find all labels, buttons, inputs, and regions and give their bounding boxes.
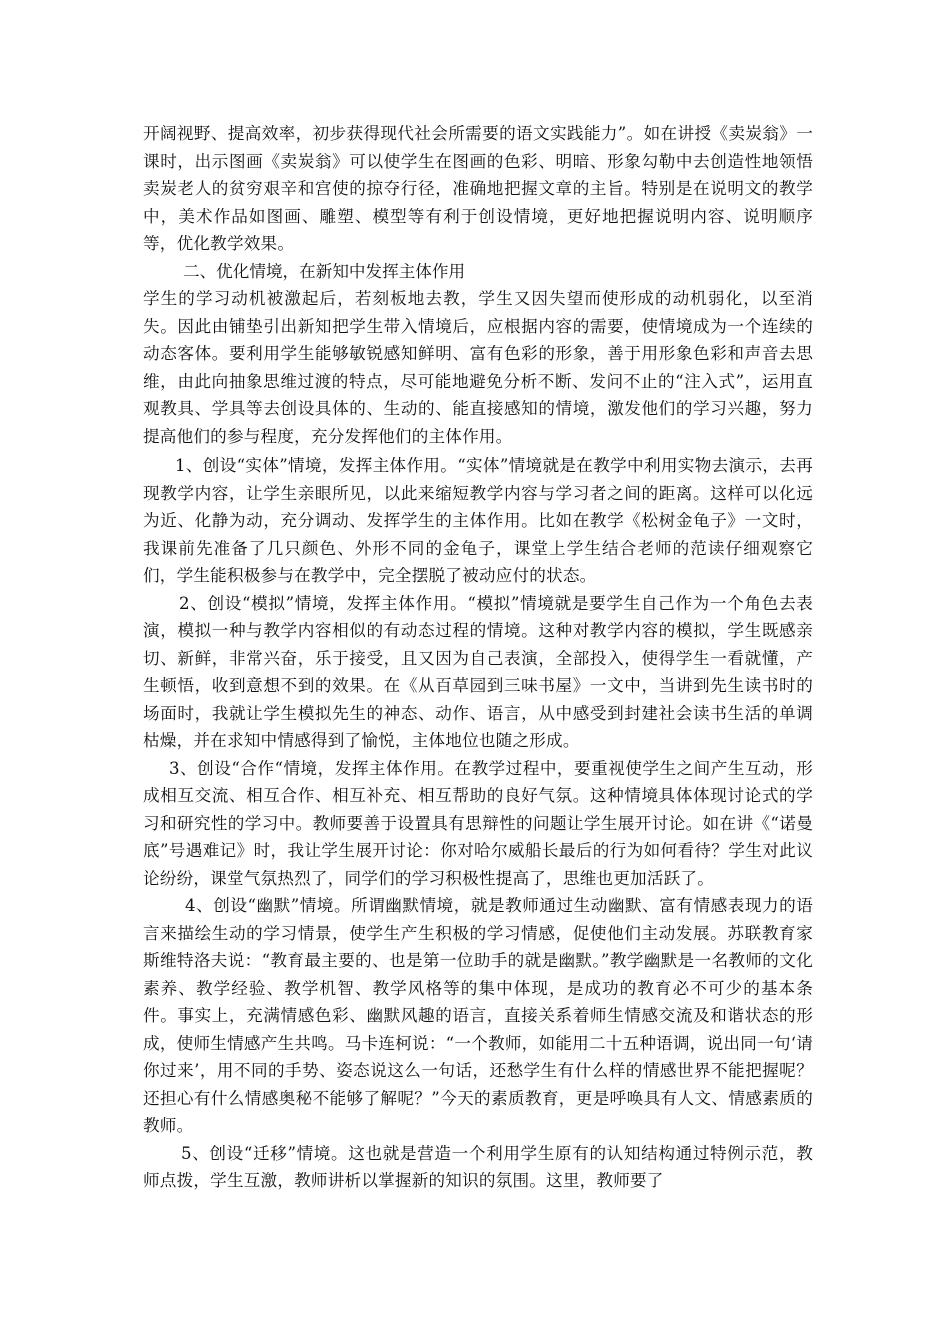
paragraph-entity-situation: 1、创设“实体”情境，发挥主体作用。“实体”情境就是在教学中利用实物去演示，去再现教学内容，让学生亲眼所见，以此来缩短教学内容与学习者之间的距离。这样可以化远为近、化静为动，充分调动、发挥学生的主体作用。比如在教学《松树金龟子》一文时，我课前先准备了几只颜色、外形不同的金龟子，课堂上学生结合老师的范读仔细观察它们，学生能积极参与在教学中，完全摆脱了被动应付的状态。 [143,456,813,585]
paragraph-simulation-situation: 2、创设“模拟”情境，发挥主体作用。“模拟”情境就是要学生自己作为一个角色去表演，模拟一种与教学内容相似的有动态过程的情境。这种对教学内容的模拟，学生既感亲切、新鲜，非常兴奋，乐于接受，且又因为自己表演，全部投入，使得学生一看就懂，产生顿悟，收到意想不到的效果。在《从百草园到三味书屋》一文中，当讲到先生读书时的场面时，我就让学生模拟先生的神态、动作、语言，从中感受到封建社会读书生活的单调枯燥，并在求知中情感得到了愉悦，主体地位也随之形成。 [143,593,813,750]
paragraph-transfer-situation: 5、创设“迁移”情境。这也就是营造一个利用学生原有的认知结构通过特例示范，教师点拨，学生互激，教师讲析以掌握新的知识的氛围。这里，教师要了 [143,1143,813,1190]
document-page [143,120,813,1195]
paragraph-cooperation-situation: 3、创设“合作“情境，发挥主体作用。在教学过程中，要重视使学生之间产生互动，形成相互交流、相互合作、相互补充、相互帮助的良好气氛。这种情境具体体现讨论式的学习和研究性的学习中。教师要善于设置具有思辩性的问题让学生展开讨论。如在讲《“诺曼底”号遇难记》时，我让学生展开讨论：你对哈尔威船长最后的行为如何看待？学生对此议论纷纷，课堂气氛热烈了，同学们的学习积极性提高了，思维也更加活跃了。 [143,758,813,888]
paragraph-humor-situation: 4、创设“幽默”情境。所谓幽默情境，就是教师通过生动幽默、富有情感表现力的语言来描绘生动的学习情景，使学生产生积极的学习情感，促使他们主动发展。苏联教育家斯维特洛夫说：“教育最主要的、也是第一位助手的就是幽默。”教学幽默是一名教师的文化素养、教学经验、教学机智、教学风格等的集中体现，是成功的教育必不可少的基本条件。事实上，充满情感色彩、幽默风趣的语言，直接关系着师生情感交流及和谐状态的形成，使师生情感产生共鸣。马卡连柯说：“一个教师，如能用二十五种语调，说出同一句‘请你过来’，用不同的手势、姿态说这么一句话，还愁学生有什么样的情感世界不能把握呢？还担心有什么情感奥秘不能够了解呢？”今天的素质教育，更是呼唤具有人文、情感素质的教师。 [143,896,813,1135]
section-heading: 二、优化情境，在新知中发挥主体作用 [183,261,466,281]
paragraph-motivation: 学生的学习动机被激起后，若刻板地去教，学生又因失望而使形成的动机弱化，以至消失。因此由铺垫引出新知把学生带入情境后，应根据内容的需要，使情境成为一个连续的动态客体。要利用学生能够敏锐感知鲜明、富有色彩的形象，善于用形象色彩和声音去思维，由此向抽象思维过渡的特点，尽可能地避免分析不断、发问不止的“注入式”，运用直观教具、学具等去创设具体的、生动的、能直接感知的情境，激发他们的学习兴趣，努力提高他们的参与程度，充分发挥他们的主体作用。 [143,289,813,446]
paragraph-intro-continuation: 开阔视野、提高效率，初步获得现代社会所需要的语文实践能力”。如在讲授《卖炭翁》一课时，出示图画《卖炭翁》可以使学生在图画的色彩、明暗、形象勾勒中去创造性地领悟卖炭老人的贫穷艰辛和宫使的掠夺行径，准确地把握文章的主旨。特别是在说明文的教学中，美术作品如图画、雕塑、模型等有利于创设情境，更好地把握说明内容、说明顺序等，优化教学效果。 [143,124,813,253]
